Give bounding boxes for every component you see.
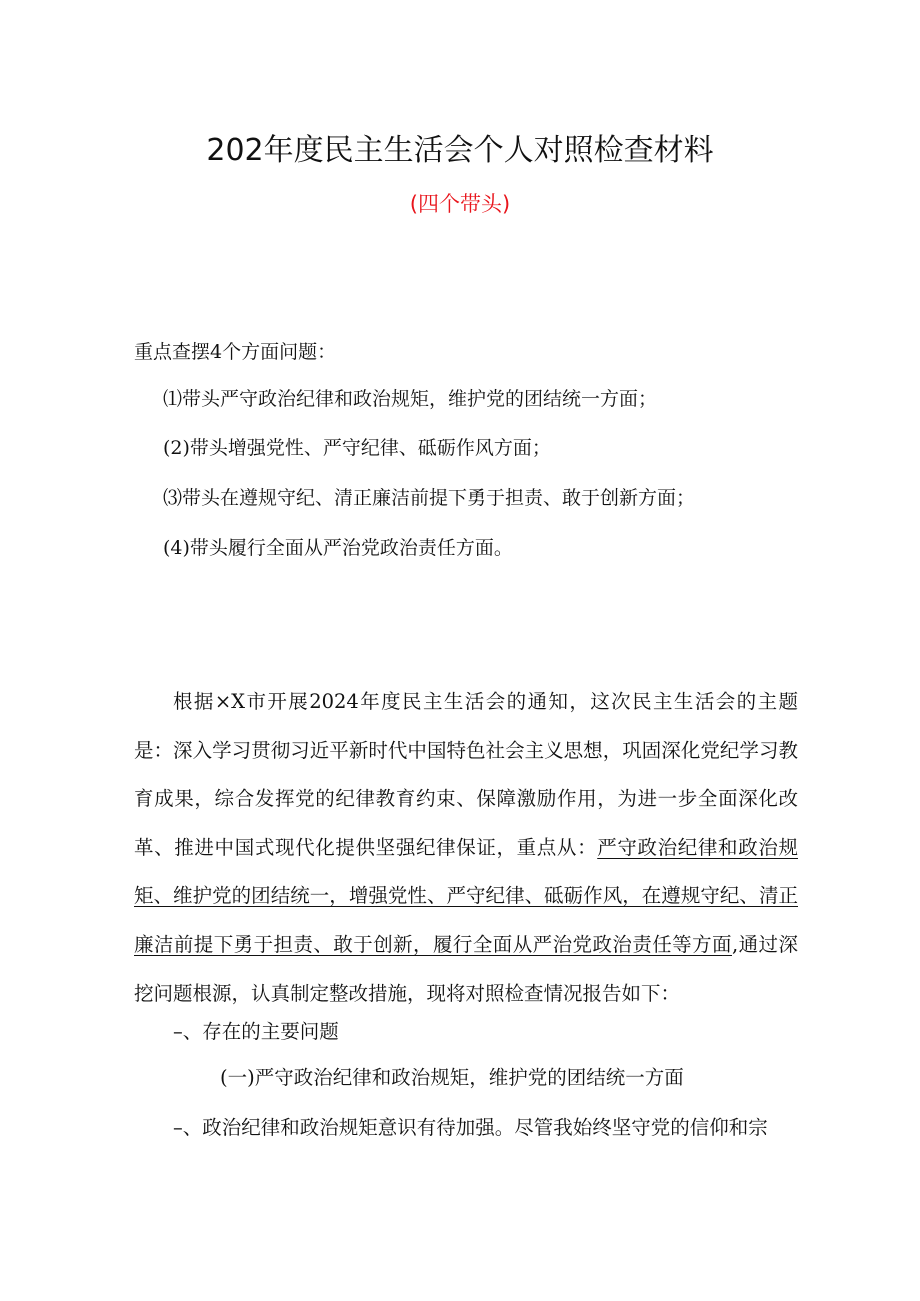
- section-heading: –、存在的主要问题: [173, 1020, 339, 1043]
- body-paragraph: [134, 678, 798, 1018]
- item-text: –、政治纪律和政治规矩意识有待加强。尽管我始终坚守党的信仰和宗: [173, 1116, 768, 1139]
- subsection-heading: (一)严守政治纪律和政治规矩，维护党的团结统一方面: [220, 1066, 684, 1089]
- document-subtitle: (四个带头): [409, 192, 511, 216]
- intro-text: 重点查摆4个方面问题：: [134, 341, 337, 363]
- document-title: 202年度民主生活会个人对照检查材料: [206, 133, 714, 168]
- body-text-part2: ,通过深挖问题根源，认真制定整改措施，现将对照检查情况报告如下：: [134, 932, 798, 1005]
- body-underlined-text: 严守政治纪律和政治规矩、维护党的团结统一，增强党性、严守纪律、砥砺作风，在遵规守纪、清正廉洁前提下勇于担责、敢于创新，履行全面从严治党政治责任等方面: [134, 835, 798, 956]
- point-item-2: (2)带头增强党性、严守纪律、砥砺作风方面；: [163, 437, 551, 459]
- point-item-4: (4)带头履行全面从严治党政治责任方面。: [163, 537, 513, 559]
- point-item-3: ⑶带头在遵规守纪、清正廉洁前提下勇于担责、敢于创新方面；: [163, 487, 696, 509]
- body-text-part1: 根据×X市开展2024年度民主生活会的通知，这次民主生活会的主题是：深入学习贯彻习近平新时代中国特色社会主义思想，巩固深化党纪学习教育成果，综合发挥党的纪律教育约束、保障激励作用，为进一步全面深化改革、推进中国式现代化提供坚强纪律保证，重点从：: [134, 690, 798, 859]
- point-item-1: ⑴带头严守政治纪律和政治规矩，维护党的团结统一方面；: [163, 388, 658, 410]
